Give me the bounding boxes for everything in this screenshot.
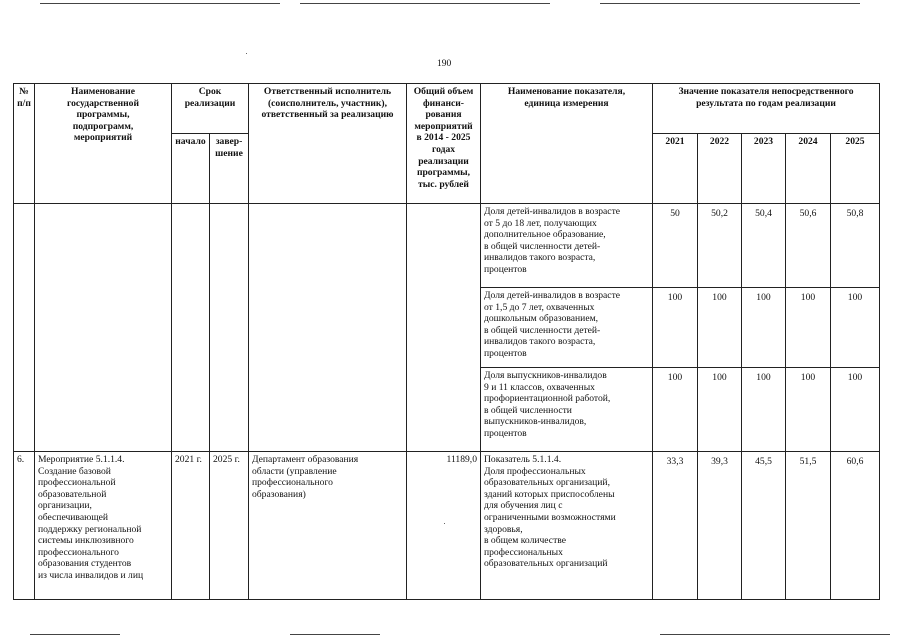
scan-edge-bottom-right xyxy=(660,634,890,635)
page-number: 190 xyxy=(437,59,452,69)
empty-cell xyxy=(35,204,172,288)
empty-cell xyxy=(172,368,210,452)
value-cell: 100 xyxy=(831,368,880,452)
header-term-start: начало xyxy=(172,134,210,204)
empty-cell xyxy=(210,368,249,452)
header-num: № п/п xyxy=(14,84,35,204)
value-cell: 100 xyxy=(786,288,831,368)
program-table xyxy=(13,83,880,600)
scan-edge-top-mid xyxy=(300,3,550,4)
table-row-6 xyxy=(14,452,880,600)
value-cell: 50,4 xyxy=(742,204,786,288)
value-cell: 100 xyxy=(653,288,698,368)
empty-cell xyxy=(172,288,210,368)
header-year-2023: 2023 xyxy=(742,134,786,204)
scan-edge-top-left xyxy=(40,3,280,4)
header-row-1 xyxy=(14,84,880,134)
header-name: Наименование государственной программы, подпрограмм, мероприятий xyxy=(35,84,172,204)
empty-cell xyxy=(35,368,172,452)
header-term-end: завер- шение xyxy=(210,134,249,204)
indicator-cell: Доля выпускников-инвалидов 9 и 11 классов, охваченных профориентационной работой, в общей численности выпускников-инвалидов, процентов xyxy=(481,368,653,452)
value-cell: 50 xyxy=(653,204,698,288)
header-executor: Ответственный исполнитель (соисполнитель, участник), ответственный за реализацию xyxy=(249,84,407,204)
executor-cell: Департамент образования области (управление профессионального образования) xyxy=(249,452,407,600)
indicator-cell: Доля детей-инвалидов в возрасте от 5 до 18 лет, получающих дополнительное образование, в общей численности детей- инвалидов такого возраста, процентов xyxy=(481,204,653,288)
empty-cell xyxy=(210,288,249,368)
value-cell: 50,2 xyxy=(698,204,742,288)
empty-cell xyxy=(172,204,210,288)
header-term: Срок реализации xyxy=(172,84,249,134)
empty-cell xyxy=(249,204,407,288)
value-cell: 51,5 xyxy=(786,452,831,600)
scan-edge-top-right xyxy=(600,3,860,4)
header-indicator: Наименование показателя, единица измерения xyxy=(481,84,653,204)
header-year-2024: 2024 xyxy=(786,134,831,204)
value-cell: 50,6 xyxy=(786,204,831,288)
empty-cell xyxy=(407,368,481,452)
value-cell: 100 xyxy=(698,288,742,368)
table-row xyxy=(14,204,880,288)
scan-edge-bottom-left xyxy=(30,634,120,635)
empty-cell xyxy=(14,368,35,452)
header-year-2021: 2021 xyxy=(653,134,698,204)
empty-cell xyxy=(407,288,481,368)
value-cell: 50,8 xyxy=(831,204,880,288)
empty-cell xyxy=(35,288,172,368)
row-number: 6. xyxy=(14,452,35,600)
empty-cell xyxy=(14,288,35,368)
value-cell: 100 xyxy=(786,368,831,452)
empty-cell xyxy=(249,288,407,368)
indicator-cell: Показатель 5.1.1.4. Доля профессиональных образовательных организаций, зданий которых приспособлены для обучения лиц с ограниченными возможностями здоровья, в общем количестве профессиональных образовательных организаций xyxy=(481,452,653,600)
value-cell: 100 xyxy=(653,368,698,452)
term-end: 2025 г. xyxy=(210,452,249,600)
value-cell: 100 xyxy=(742,288,786,368)
value-cell: 39,3 xyxy=(698,452,742,600)
value-cell: 100 xyxy=(698,368,742,452)
value-cell: 100 xyxy=(742,368,786,452)
volume-cell: 11189,0 xyxy=(407,452,481,600)
value-cell: 60,6 xyxy=(831,452,880,600)
empty-cell xyxy=(249,368,407,452)
header-values-title: Значение показателя непосредственного результата по годам реализации xyxy=(653,84,880,134)
measure-name: Мероприятие 5.1.1.4. Создание базовой профессиональной образовательной организации, обеспечивающей поддержку региональной системы инклюзивного профессионального образования студентов из числа инвалидов и лиц xyxy=(35,452,172,600)
value-cell: 33,3 xyxy=(653,452,698,600)
header-year-2025: 2025 xyxy=(831,134,880,204)
indicator-cell: Доля детей-инвалидов в возрасте от 1,5 до 7 лет, охваченных дошкольным образованием, в общей численности детей- инвалидов такого возраста, процентов xyxy=(481,288,653,368)
header-year-2022: 2022 xyxy=(698,134,742,204)
term-start: 2021 г. xyxy=(172,452,210,600)
empty-cell xyxy=(210,204,249,288)
value-cell: 100 xyxy=(831,288,880,368)
value-cell: 45,5 xyxy=(742,452,786,600)
header-volume: Общий объем финанси- рования мероприятий в 2014 - 2025 годах реализации программы, тыс. рублей xyxy=(407,84,481,204)
scan-speck xyxy=(246,53,247,54)
empty-cell xyxy=(14,204,35,288)
empty-cell xyxy=(407,204,481,288)
table-row xyxy=(14,288,880,368)
scan-edge-bottom-mid xyxy=(290,634,380,635)
table-row xyxy=(14,368,880,452)
